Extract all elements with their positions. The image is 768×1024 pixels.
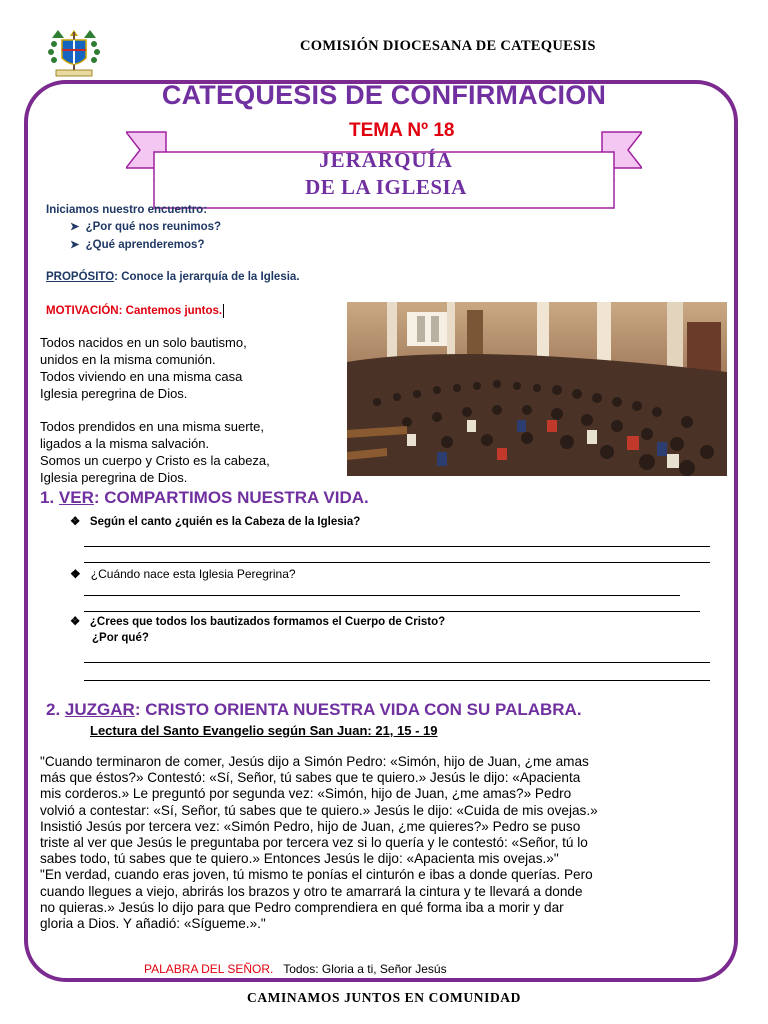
tema-number: TEMA Nº 18 <box>349 120 455 141</box>
proposito: PROPÓSITO: Conoce la jerarquía de la Iglesia. <box>46 271 300 283</box>
arrow-bullet-icon: ➤ <box>70 221 80 233</box>
intro-heading: Iniciamos nuestro encuentro: <box>46 204 208 216</box>
banner-title-line1: JERARQUÍA <box>319 148 453 172</box>
answer-line[interactable] <box>84 562 710 563</box>
ver-followup: ¿Por qué? <box>92 632 149 644</box>
church-crowd-photo <box>347 302 727 476</box>
diamond-bullet-icon: ❖ <box>70 567 81 581</box>
banner-title-line2: DE LA IGLESIA <box>305 175 467 199</box>
coat-of-arms-icon <box>44 28 104 78</box>
answer-line[interactable] <box>84 611 700 612</box>
diamond-bullet-icon: ❖ <box>70 616 81 628</box>
closing-acclamation: PALABRA DEL SEÑOR. Todos: Gloria a ti, Señor Jesús <box>144 962 447 976</box>
motivacion: MOTIVACIÓN: Cantemos juntos. <box>46 305 223 318</box>
answer-line[interactable] <box>84 662 710 663</box>
reading-title: Lectura del Santo Evangelio según San Juan: 21, 15 - 19 <box>90 723 438 738</box>
answer-line[interactable] <box>84 546 710 547</box>
footer-motto: CAMINAMOS JUNTOS EN COMUNIDAD <box>246 990 522 1005</box>
section-ver-heading: 1. VER: COMPARTIMOS NUESTRA VIDA. <box>40 488 369 507</box>
intro-item: ➤ ¿Qué aprenderemos? <box>70 239 205 251</box>
organization-name: COMISIÓN DIOCESANA DE CATEQUESIS <box>300 38 596 54</box>
gospel-reading: "Cuando terminaron de comer, Jesús dijo a Simón Pedro: «Simón, hijo de Juan, ¿me amas más que éstos?» Contestó: «Sí, Señor, tú sabes que te quiero.» Jesús le dijo: «Apacienta mis corderos.» Le preguntó por segunda vez: «Simón, hijo de Juan, ¿me amas?» Pedro volvió a contestar: «Sí, Señor, tú sabes que te quiero.» Jesús le dijo: «Cuida de mis ovejas.» Insistió Jesús por tercera vez: «Simón Pedro, hijo de Juan, ¿me quieres?» Pedro se puso triste al ver que Jesús le preguntaba por tercera vez si lo quería y le contestó: «Señor, tú lo sabes todo, tú sabes que te quiero.» Entonces Jesús le dijo: «Apacienta mis ovejas.»" "En verdad, cuando eras joven, tú mismo te ponías el cinturón e ibas a donde querías. Pero cuando llegues a viejo, abrirás los brazos y otro te amarrará la cintura y te llevará a donde no quieras.» Jesús lo dijo para que Pedro comprendiera en qué forma iba a morir y dar gloria a Dios. Y añadió: «Sígueme.»." <box>40 754 598 932</box>
ver-question: ❖ Según el canto ¿quién es la Cabeza de la Iglesia? <box>70 516 361 528</box>
page-title: CATEQUESIS DE CONFIRMACIÓN <box>161 80 607 110</box>
text-cursor <box>223 304 224 318</box>
section-juzgar-heading: 2. JUZGAR: CRISTO ORIENTA NUESTRA VIDA CON SU PALABRA. <box>46 700 582 719</box>
song-stanza-2: Todos prendidos en una misma suerte, ligados a la misma salvación. Somos un cuerpo y Cristo es la cabeza, Iglesia peregrina de Dios. <box>40 419 270 485</box>
song-stanza-1: Todos nacidos en un solo bautismo, unidos en la misma comunión. Todos viviendo en una misma casa Iglesia peregrina de Dios. <box>40 335 247 401</box>
intro-item: ➤ ¿Por qué nos reunimos? <box>70 221 222 233</box>
answer-line[interactable] <box>84 680 710 681</box>
arrow-bullet-icon: ➤ <box>70 239 80 251</box>
diamond-bullet-icon: ❖ <box>70 516 81 528</box>
answer-line[interactable] <box>84 595 680 596</box>
ver-question: ❖ ¿Crees que todos los bautizados formamos el Cuerpo de Cristo? <box>70 616 446 628</box>
ver-question: ❖ ¿Cuándo nace esta Iglesia Peregrina? <box>70 567 296 581</box>
